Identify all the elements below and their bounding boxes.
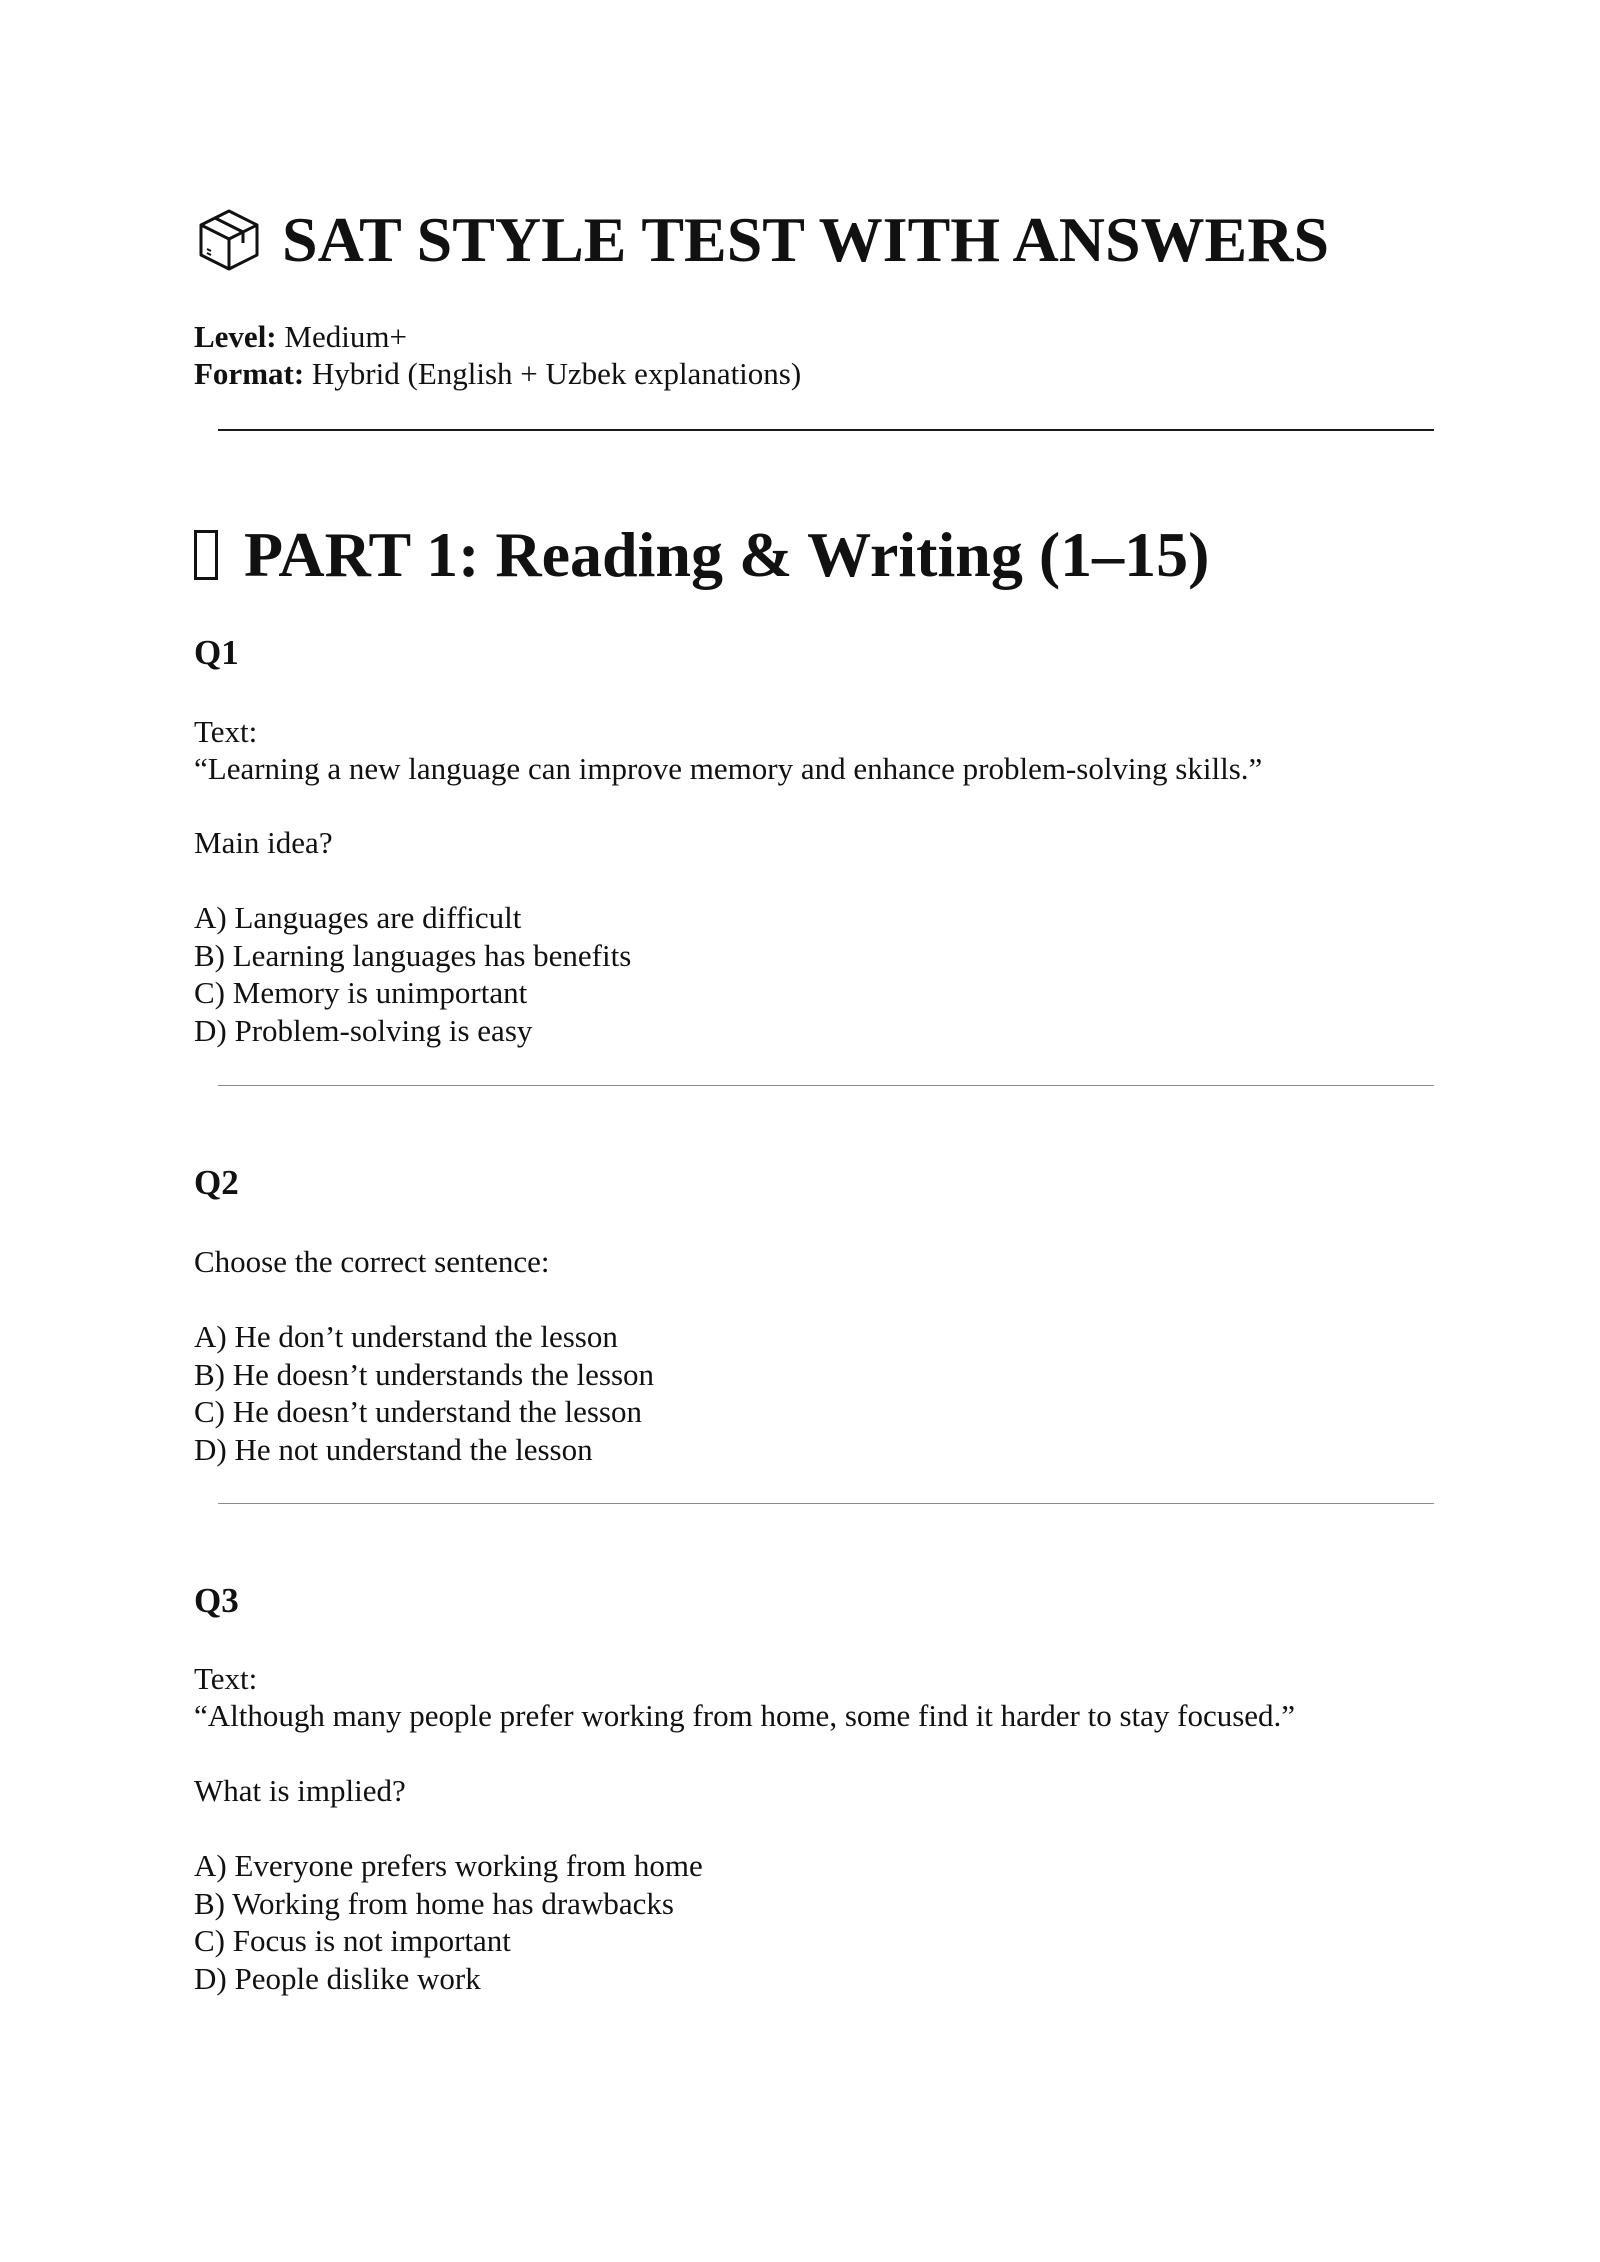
answer-option: B) Learning languages has benefits	[194, 937, 632, 973]
document-meta	[194, 318, 801, 392]
answer-options	[194, 1318, 654, 1468]
level-value: Medium+	[276, 319, 407, 354]
format-label: Format:	[194, 356, 305, 391]
missing-glyph-icon	[194, 530, 218, 580]
answer-option: B) He doesn’t understands the lesson	[194, 1356, 655, 1392]
question-passage: “Learning a new language can improve memory and enhance problem-solving skills.”	[194, 751, 1263, 786]
question-label: Q2	[194, 1163, 239, 1202]
level-label: Level:	[194, 319, 277, 354]
answer-option: D) People dislike work	[194, 1960, 481, 1996]
question-text-label: Text:	[194, 714, 258, 749]
level-line	[194, 318, 801, 355]
format-line	[194, 355, 801, 392]
answer-options	[194, 899, 631, 1049]
question-text-label: Text:	[194, 1661, 258, 1696]
question-divider	[218, 1085, 1434, 1086]
document-title-text: SAT STYLE TEST WITH ANSWERS	[282, 204, 1330, 275]
question-divider	[218, 1503, 1434, 1504]
answer-option: C) Memory is unimportant	[194, 975, 528, 1010]
answer-option: A) Everyone prefers working from home	[194, 1848, 703, 1883]
answer-option: D) He not understand the lesson	[194, 1431, 593, 1467]
format-value: Hybrid (English + Uzbek explanations)	[304, 356, 802, 391]
question-prompt: Main idea?	[194, 825, 333, 860]
answer-options	[194, 1847, 703, 1997]
answer-option: A) He don’t understand the lesson	[194, 1319, 618, 1354]
question-prompt: Choose the correct sentence:	[194, 1244, 550, 1279]
answer-option: D) Problem-solving is easy	[194, 1012, 533, 1048]
answer-option: A) Languages are difficult	[194, 900, 522, 935]
part-1-heading-text: PART 1: Reading & Writing (1–15)	[244, 519, 1210, 590]
document-title	[194, 200, 1329, 280]
answer-option: B) Working from home has drawbacks	[194, 1885, 674, 1921]
question-label: Q1	[194, 633, 239, 672]
answer-option: C) He doesn’t understand the lesson	[194, 1394, 642, 1429]
part-1-heading	[194, 515, 1209, 595]
package-box-icon	[194, 205, 264, 275]
question-prompt: What is implied?	[194, 1773, 406, 1808]
question-label: Q3	[194, 1581, 239, 1620]
answer-option: C) Focus is not important	[194, 1923, 511, 1958]
question-passage: “Although many people prefer working from home, some find it harder to stay focused.”	[194, 1698, 1296, 1733]
section-divider	[218, 429, 1434, 431]
